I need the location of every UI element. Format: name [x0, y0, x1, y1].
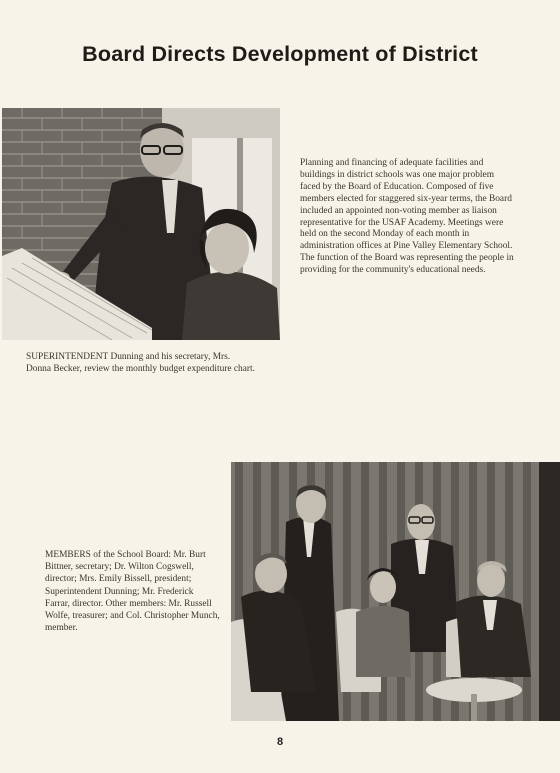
photo-caption-board-members: MEMBERS of the School Board: Mr. Burt Bittner, secretary; Dr. Wilton Cogswell, director; Mrs. Emily Bissell, president; Superintendent Dunning; Mr. Frederick Farrar, director. Other members: Mr. Russell Wolfe, treasurer; and Col. Christopher Munch, member.	[45, 550, 220, 634]
school-board-photo	[231, 462, 560, 721]
superintendent-photo	[2, 108, 280, 340]
photo-caption-superintendent: SUPERINTENDENT Dunning and his secretary, Mrs. Donna Becker, review the monthly budget expenditure chart.	[26, 352, 255, 375]
page-headline: Board Directs Development of District	[82, 42, 478, 67]
page-number: 8	[276, 736, 284, 748]
intro-paragraph: Planning and financing of adequate facilities and buildings in district schools was one major problem faced by the Board of Education. Composed of five members elected for staggered six-year terms, the Board included an appointed non-voting member as liaison representative for the USAF Academy. Meetings were held on the second Monday of each month in administration offices at Pine Valley Elementary School. The function of the Board was representing the people in providing for the community's educational needs.	[300, 158, 514, 276]
